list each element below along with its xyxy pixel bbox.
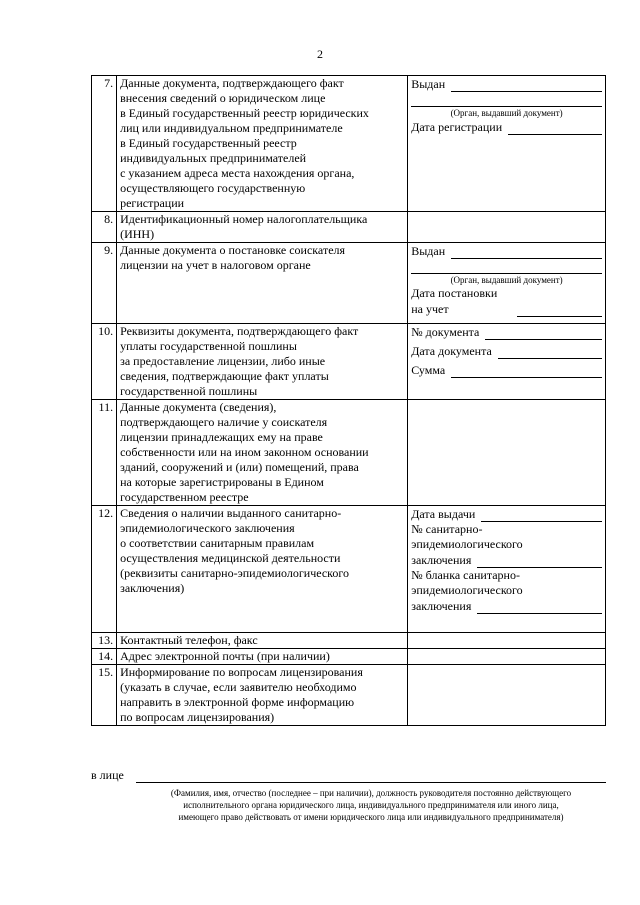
row-value-cell xyxy=(408,506,606,633)
row-number: 11. xyxy=(92,400,117,506)
document-date-label: Дата документа xyxy=(411,344,492,358)
description-line: Сведения о наличии выданного санитарно- xyxy=(120,506,342,520)
description-line: собственности или на ином законном основании xyxy=(120,445,369,459)
table-row xyxy=(92,243,606,324)
row-description xyxy=(117,212,408,243)
signatory-caption xyxy=(136,787,606,823)
row-value-cell[interactable] xyxy=(408,633,606,649)
row-value-cell[interactable] xyxy=(408,212,606,243)
description-line: заключения) xyxy=(120,581,185,595)
registration-date-label: Дата регистрации xyxy=(411,120,503,134)
registration-date-blank[interactable] xyxy=(517,305,602,317)
description-line: о соответствии санитарным правилам xyxy=(120,536,315,550)
description-line: внесения сведений о юридическом лице xyxy=(120,91,326,105)
conclusion-number-blank[interactable] xyxy=(477,556,602,568)
row-value-cell xyxy=(408,324,606,400)
description-line: лицензии принадлежащих ему на праве xyxy=(120,430,323,444)
document-date-blank[interactable] xyxy=(498,347,602,359)
license-application-table xyxy=(91,75,606,726)
conclusion-number-label: эпидемиологического xyxy=(411,537,523,551)
row-description xyxy=(117,400,408,506)
description-line: (ИНН) xyxy=(120,227,155,241)
issued-label: Выдан xyxy=(411,77,446,91)
description-line: за предоставление лицензии, либо иные xyxy=(120,354,326,368)
row-number: 8. xyxy=(92,212,117,243)
description-line: на которые зарегистрированы в Едином xyxy=(120,475,324,489)
issue-date-label: Дата выдачи xyxy=(411,507,476,521)
row-description xyxy=(117,633,408,649)
issue-date-blank[interactable] xyxy=(481,510,602,522)
description-line: осуществляющего государственную xyxy=(120,181,306,195)
description-line: лиц или индивидуальном предпринимателе xyxy=(120,121,343,135)
table-row xyxy=(92,76,606,212)
description-line: осуществления медицинской деятельности xyxy=(120,551,341,565)
description-line: лицензии на учет в налоговом органе xyxy=(120,258,311,272)
description-line: государственном реестре xyxy=(120,490,249,504)
table-row xyxy=(92,633,606,649)
conclusion-number-label: заключения xyxy=(411,553,472,567)
description-line: Идентификационный номер налогоплательщика xyxy=(120,212,368,226)
issued-label: Выдан xyxy=(411,244,446,258)
description-line: по вопросам лицензирования) xyxy=(120,710,275,724)
document-number-label: № документа xyxy=(411,325,480,339)
description-line: Адрес электронной почты (при наличии) xyxy=(120,649,330,663)
description-line: индивидуальных предпринимателей xyxy=(120,151,307,165)
sum-blank[interactable] xyxy=(451,366,602,378)
table-row xyxy=(92,400,606,506)
description-line: (указать в случае, если заявителю необходимо xyxy=(120,680,357,694)
row-number: 10. xyxy=(92,324,117,400)
description-line: в Единый государственный реестр юридических xyxy=(120,106,369,120)
sum-label: Сумма xyxy=(411,363,446,377)
description-line: уплаты государственной пошлины xyxy=(120,339,297,353)
in-person-label: в лице xyxy=(91,768,124,782)
description-line: сведения, подтверждающие факт уплаты xyxy=(120,369,329,383)
row-description xyxy=(117,506,408,633)
row-number: 7. xyxy=(92,76,117,212)
form-number-blank[interactable] xyxy=(477,602,602,614)
row-description xyxy=(117,665,408,726)
form-number-label: № бланка санитарно- xyxy=(411,568,520,582)
issuer-blank[interactable] xyxy=(411,92,602,107)
form-number-label: заключения xyxy=(411,599,472,613)
row-value-cell[interactable] xyxy=(408,649,606,665)
table-row xyxy=(92,324,606,400)
row-description xyxy=(117,243,408,324)
row-value-cell xyxy=(408,243,606,324)
registration-date-blank[interactable] xyxy=(508,123,602,135)
description-line: направить в электронной форме информацию xyxy=(120,695,355,709)
description-line: Контактный телефон, факс xyxy=(120,633,258,647)
issuer-blank[interactable] xyxy=(411,259,602,274)
caption-line: (Фамилия, имя, отчество (последнее – при наличии), должность руководителя постоянно действующего xyxy=(170,788,572,798)
description-line: регистрации xyxy=(120,196,185,210)
row-value-cell xyxy=(408,76,606,212)
issued-blank[interactable] xyxy=(451,247,602,259)
issuer-caption: (Орган, выдавший документ) xyxy=(450,275,563,285)
description-line: Реквизиты документа, подтверждающего факт xyxy=(120,324,359,338)
row-description xyxy=(117,649,408,665)
row-number: 9. xyxy=(92,243,117,324)
table-row xyxy=(92,506,606,633)
table-row xyxy=(92,665,606,726)
registration-date-label: Дата постановки xyxy=(411,286,498,300)
description-line: Данные документа о постановке соискателя xyxy=(120,243,346,257)
description-line: Данные документа (сведения), xyxy=(120,400,277,414)
issued-blank[interactable] xyxy=(451,80,602,92)
table-row xyxy=(92,212,606,243)
table-row xyxy=(92,649,606,665)
document-number-blank[interactable] xyxy=(485,328,602,340)
row-number: 13. xyxy=(92,633,117,649)
description-line: эпидемиологического заключения xyxy=(120,521,295,535)
description-line: государственной пошлины xyxy=(120,384,258,398)
description-line: Данные документа, подтверждающего факт xyxy=(120,76,344,90)
signatory-blank[interactable] xyxy=(136,770,606,783)
description-line: с указанием адреса места нахождения органа, xyxy=(120,166,355,180)
caption-line: исполнительного органа юридического лица, индивидуального предпринимателя или иного лица, xyxy=(183,800,559,810)
page-number: 2 xyxy=(317,47,323,61)
row-number: 15. xyxy=(92,665,117,726)
description-line: в Единый государственный реестр xyxy=(120,136,297,150)
description-line: (реквизиты санитарно-эпидемиологического xyxy=(120,566,350,580)
row-description xyxy=(117,76,408,212)
row-description xyxy=(117,324,408,400)
row-value-cell[interactable] xyxy=(408,665,606,726)
description-line: зданий, сооружений и (или) помещений, права xyxy=(120,460,359,474)
row-number: 12. xyxy=(92,506,117,633)
row-number: 14. xyxy=(92,649,117,665)
registration-date-label-cont: на учет xyxy=(411,302,449,316)
row-value-cell[interactable] xyxy=(408,400,606,506)
conclusion-number-label: № санитарно- xyxy=(411,522,483,536)
description-line: подтверждающего наличие у соискателя xyxy=(120,415,328,429)
caption-line: имеющего право действовать от имени юридического лица или индивидуального предпринимателя) xyxy=(178,812,564,822)
signatory-section xyxy=(91,768,606,823)
issuer-caption: (Орган, выдавший документ) xyxy=(450,108,563,118)
form-number-label: эпидемиологического xyxy=(411,583,523,597)
description-line: Информирование по вопросам лицензирования xyxy=(120,665,363,679)
